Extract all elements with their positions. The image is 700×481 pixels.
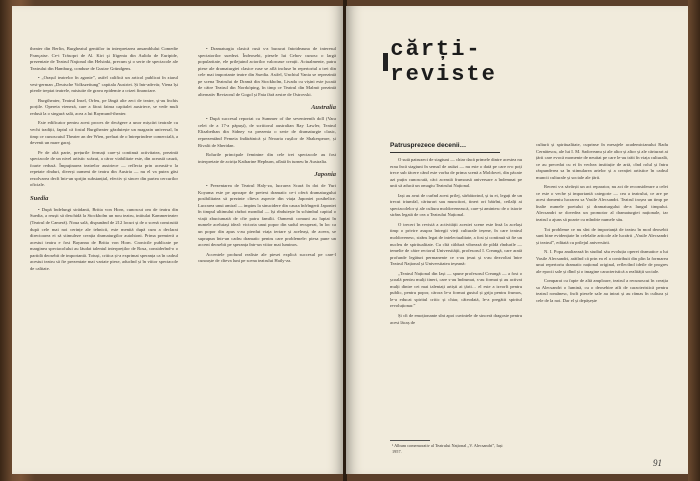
book-cover-right-edge (688, 0, 700, 481)
paragraph: Iași au avut de curînd acest prilej, sărbătorind, și tu ei, legați de un trecut triumfal, cărturari sau muncitori, tineri ori bătrîni, ceilalți ai spectacolelor și ale cultura moldovenească, care-și amintesc de o istorie strâns legată de cea a Teatrului Național. (390, 192, 522, 218)
paragraph: • „Orașul teatrelor în agonie”, astfel califică un articol publicat în ziarul vest-german „Deutsche Volkszeitung” capitala Austriei. Și într-adevăr, Viena își pierde treptat teatrele, mistuite de grava epidemie a crizei financiare. (30, 75, 178, 94)
section-heading-japonia: Japonia (314, 171, 336, 179)
paragraph: Pe de altă parte, prețurile fermați care-și continuă activitatea, prezintă spectacole de un nivel artistic scăzut, a căror viabilitate este, din această cauză, foarte redusă. Împuţinarea teatrelor austriece — reflecta prin această-o la repetate rînduri, diverși oameni de teatru din Austria — nu el va putea găsi rezolvarea decît într-un sprijin substanțial, efectiv și sincer din partea cercurilor oficiale. (30, 149, 178, 188)
right-page-column-1 (390, 157, 522, 329)
footnote-rule (390, 440, 430, 441)
title-rule (390, 152, 500, 153)
left-page-column-1 (30, 46, 178, 275)
paragraph: Accentele profund realiste ale piesei explică succesul pe care-l cunoaște de cîteva luni pe scena teatrului Haily-za. (198, 251, 336, 264)
paragraph: Rolurile principale feminine din cele trei spectacole au fost interpretate de actrița Katharine Hepburn, aflată în turneu în Australia. (198, 152, 336, 164)
section-masthead (383, 37, 573, 87)
section-heading-australia: Australia (311, 104, 336, 112)
paragraph: theater din Berlin, Burgheatul gentiilor in interpretarea ansamblului Comedie Française. Ce-i Trăsopri de Al. Kiri şi Ifigenia din Aulida de Euripide, prezentate de Teatrul Naţional din Helsinki, precum şi o serie de spectacole ale Teatrului din Hamburg, conduse de Gustav Gründgens. (30, 46, 178, 71)
masthead-title: cărți-reviste (390, 37, 497, 87)
paragraph: • Prezentarea de Teatrul Haly-za, lucrarea Scará în doi de Yuri Koyama este pe aproape de pretext dramatic ce-i oferă dramaturgului posibilitatea să prezinte cîteva aspecte din viața Japoniei postbelice. Lucrarea unui amiral — impins la sinucidere din cauza înfrîngerii Japoniei în timpul ultimului război mondial — își rînduiește în schimbul capital o viață zbuciumată de cîte patru familii. Oamenii comuni au luptat în numele aceluiași ideal: victoria unui popor din sudul recuperat, în loc ca un popor din apus s-au pierdut viața iertare și aceleași, de aceea, se suprapun într-un cadru dramatic pentru care problemele: piesa pune un accent deosebit pe speranța într-un viitor mai luminos. (198, 183, 336, 248)
page-number: 91 (653, 458, 662, 468)
paragraph: Și cît de emoționante sînt apoi cuvintele de sinceră dragoste pentru acest lăcaș de (390, 313, 522, 325)
paragraph: Tot probleme ce nu sînt de importanță de teatru în mod deosebit sunt bine evidențiate în celelalte articole ale lucrării „Vasile Alecsandri și teatrul”, editată cu prilejul aniversării. (536, 226, 668, 245)
section-heading-suedia: Suedia (30, 194, 49, 202)
paragraph: „Teatrul Național din Iași — spune profesorul Creangă — a fost o școală pentru mulți tineri, care s-au îndrumat, s-au format și au activat mulți dintre cei mai talentați artiști ai țării… el este a izvorît pentru public, pentru popor, cărora le-a format gustul și grija pentru frumos, le-a educat spiritul critic și chiar, câteodată, le-a pregătit spiritul revoluționar.” (390, 270, 522, 309)
paragraph: O sută patruzeci de stagiuni — chiar dacă primele dintre acestea nu erau încă stagiuni în sensul de astăzi — nu este o dată pe care n-o poți trece sub tăcere când este vorba de prima scenă a Moldovei, din păcate azi puțin cunoscută, căci această frumoasă aniversare a îndemnat pe unii să aducă un omagiu Teatrului Național. (390, 157, 522, 189)
paragraph: • Dramaturgia clasică rusă s-a bucurat întotdeauna de interesul spectatorilor suedezi. Îndeosebi, piesele lui Cehov cunosc o largă popularitate, ele prilejuind actorilor valoroase creații. Actualmente, patru piese ale dramaturgiei clasice ruse se află incluse în repertoriul a trei din cele mai importante teatre din Suedia. Astfel, Unchiul Vania se reprezintă pe scena Teatrului de Dramă din Stockholm, Livada cu vișini este jucată de către Teatrul din Norrköping, în timp ce Teatrul din Malmö prezintă alternativ Revizorul de Gogol și Fata fără zestre de Ostrovski. (198, 46, 336, 97)
paragraph: • După succesul reportat cu Summer of the seventeenth doll (Vara celei de a 17-a păpuși), de scriitorul australian Ray Lawler, Teatrul Elizabethan din Sidney va prezenta o serie de dramaturgie clasic, reprezentând Femeia îndărătnică și Neoaria rușilor de Shakespeare, și Rivalii de Sheridan. (198, 116, 336, 148)
right-page-column-2 (536, 142, 668, 308)
paragraph: Comparat cu fapte de altă amploare, teatrul a recunoscut în creația sa Alecsandri o lumină, cu o deosebire atît de caracteristică pentru teatrul românesc, încît piesele sale au intrat și au rămas în cultura și cele de la noi. Dar el și depășește (536, 278, 668, 304)
paragraph: O treceri în revistă a activității acestei scene este însă la același timp o privire asupra întregii vieți culturale ieșene, în care teatrul moldovenesc, strâns legat de intelectualitate, a fost și continuă să fie un nucleu de spiritualitate. Cu cîtă căldură vibrează de pildă rîndurile — temelie de către rectorul Universității, profesorul I. Creangă, care arată profunde legături permanente ce s-au țesut și s-au dezvoltat între Teatrul Național și Universitatea ieșeană: (390, 221, 522, 267)
left-page (12, 6, 344, 474)
paragraph: Recent s-a săvârșit un act reparator, nu act de reconsiderare a celei ce este o veche și importantă categorie — cea a teatrului, ce are pe acest domeniu lucrarea sa Vasile Alecsandri. Teatrul iroșea un timp pe înalte numele poetului și dramaturgului de-a lungul timpului. Alecsandri se dovedea un promotor al dramaturgiei naționale, iar teatrul a ajuns să poarte cu mîndrie numele său. (536, 184, 668, 223)
book-cover-left-edge (0, 0, 12, 481)
paragraph: • După îndelungi strădanii, Britta von Horn, cunoscut om de teatru din Suedia, a reușit să deschidă la Stockholm un nou teatru, intitulat Kammerteater (Teatrul de Cameră). Noua sală, dispunând de 212 locuri și de o scenă construită după cele mai noi cerințe ale tehnicii, este menită după cum a declarat directoarea ei să stimuleze creația dramaturgilor autohtoni. Prima premieră a acestui teatru e fost Bayanna de Britta von Horn. Cronicile publicate pe marginea spectacolului au lăudat talentul interpreților de Rosa, considerînd-o o partidă deosebit de importantă. Totuși, critica și-a exprimat speranța ca în cadrul acestui teatru să fie prezentate mai variate piese, aducînd și în viitor spectacole de calitate. (30, 206, 178, 271)
paragraph: Burgtheater, Teatrul Insel, Orfeu, pe lângă alte zeci de teatre, și-au închis porțile. Opereta vieneză, care a făcut faima capitalei austriece, se vede mult redusă la o singură sală, acea a lui Raymund-theater. (30, 97, 178, 116)
paragraph: N. I. Popa analizează în studiul său evoluția operei dramatice a lui Vasile Alecsandri, arătînd că prin ea el a contribuit din plin la formarea unui repertoriu dramatic național original, reflectînd ideile de progres ale epocii sale și dînd și o imagine caracteristică a realității sociale. (536, 249, 668, 274)
masthead-bar-left (383, 53, 388, 71)
right-page (346, 6, 688, 474)
paragraph: cultură și spiritualitate, cuprinse în mesajele academicianului Radu Cernătescu, ale lui I. M. Sadoveanu și ale altor și altor și ale cărturari ai țării care evocă momente de neuitat pe care le-au trăit în viața culturală, ce au precedat cu ei în vechea instituție de artă, cînd rolul și întru răspunderea sa în stimularea artelor și a creației artistice în cadrul muncii culturale și sociale ale țării. (536, 142, 668, 180)
left-page-column-2 (198, 46, 336, 268)
footnote: ¹ Album comemorativ al Teatrului Național „V. Alecsandri”, Iași 1957. (392, 443, 503, 454)
article-title: Patrusprezece decenii… (390, 142, 467, 149)
paragraph: Este edificator pentru acest proces de decăgere a unor mișcări teatrale cu vechi tradiții, faptul că fostul Burgtheater găzduiește un magazin universal, în timp ce cunoscutul Theater an der Wien, preluat de o întreprindere comercială, a devenit un mare garaj. (30, 120, 178, 146)
